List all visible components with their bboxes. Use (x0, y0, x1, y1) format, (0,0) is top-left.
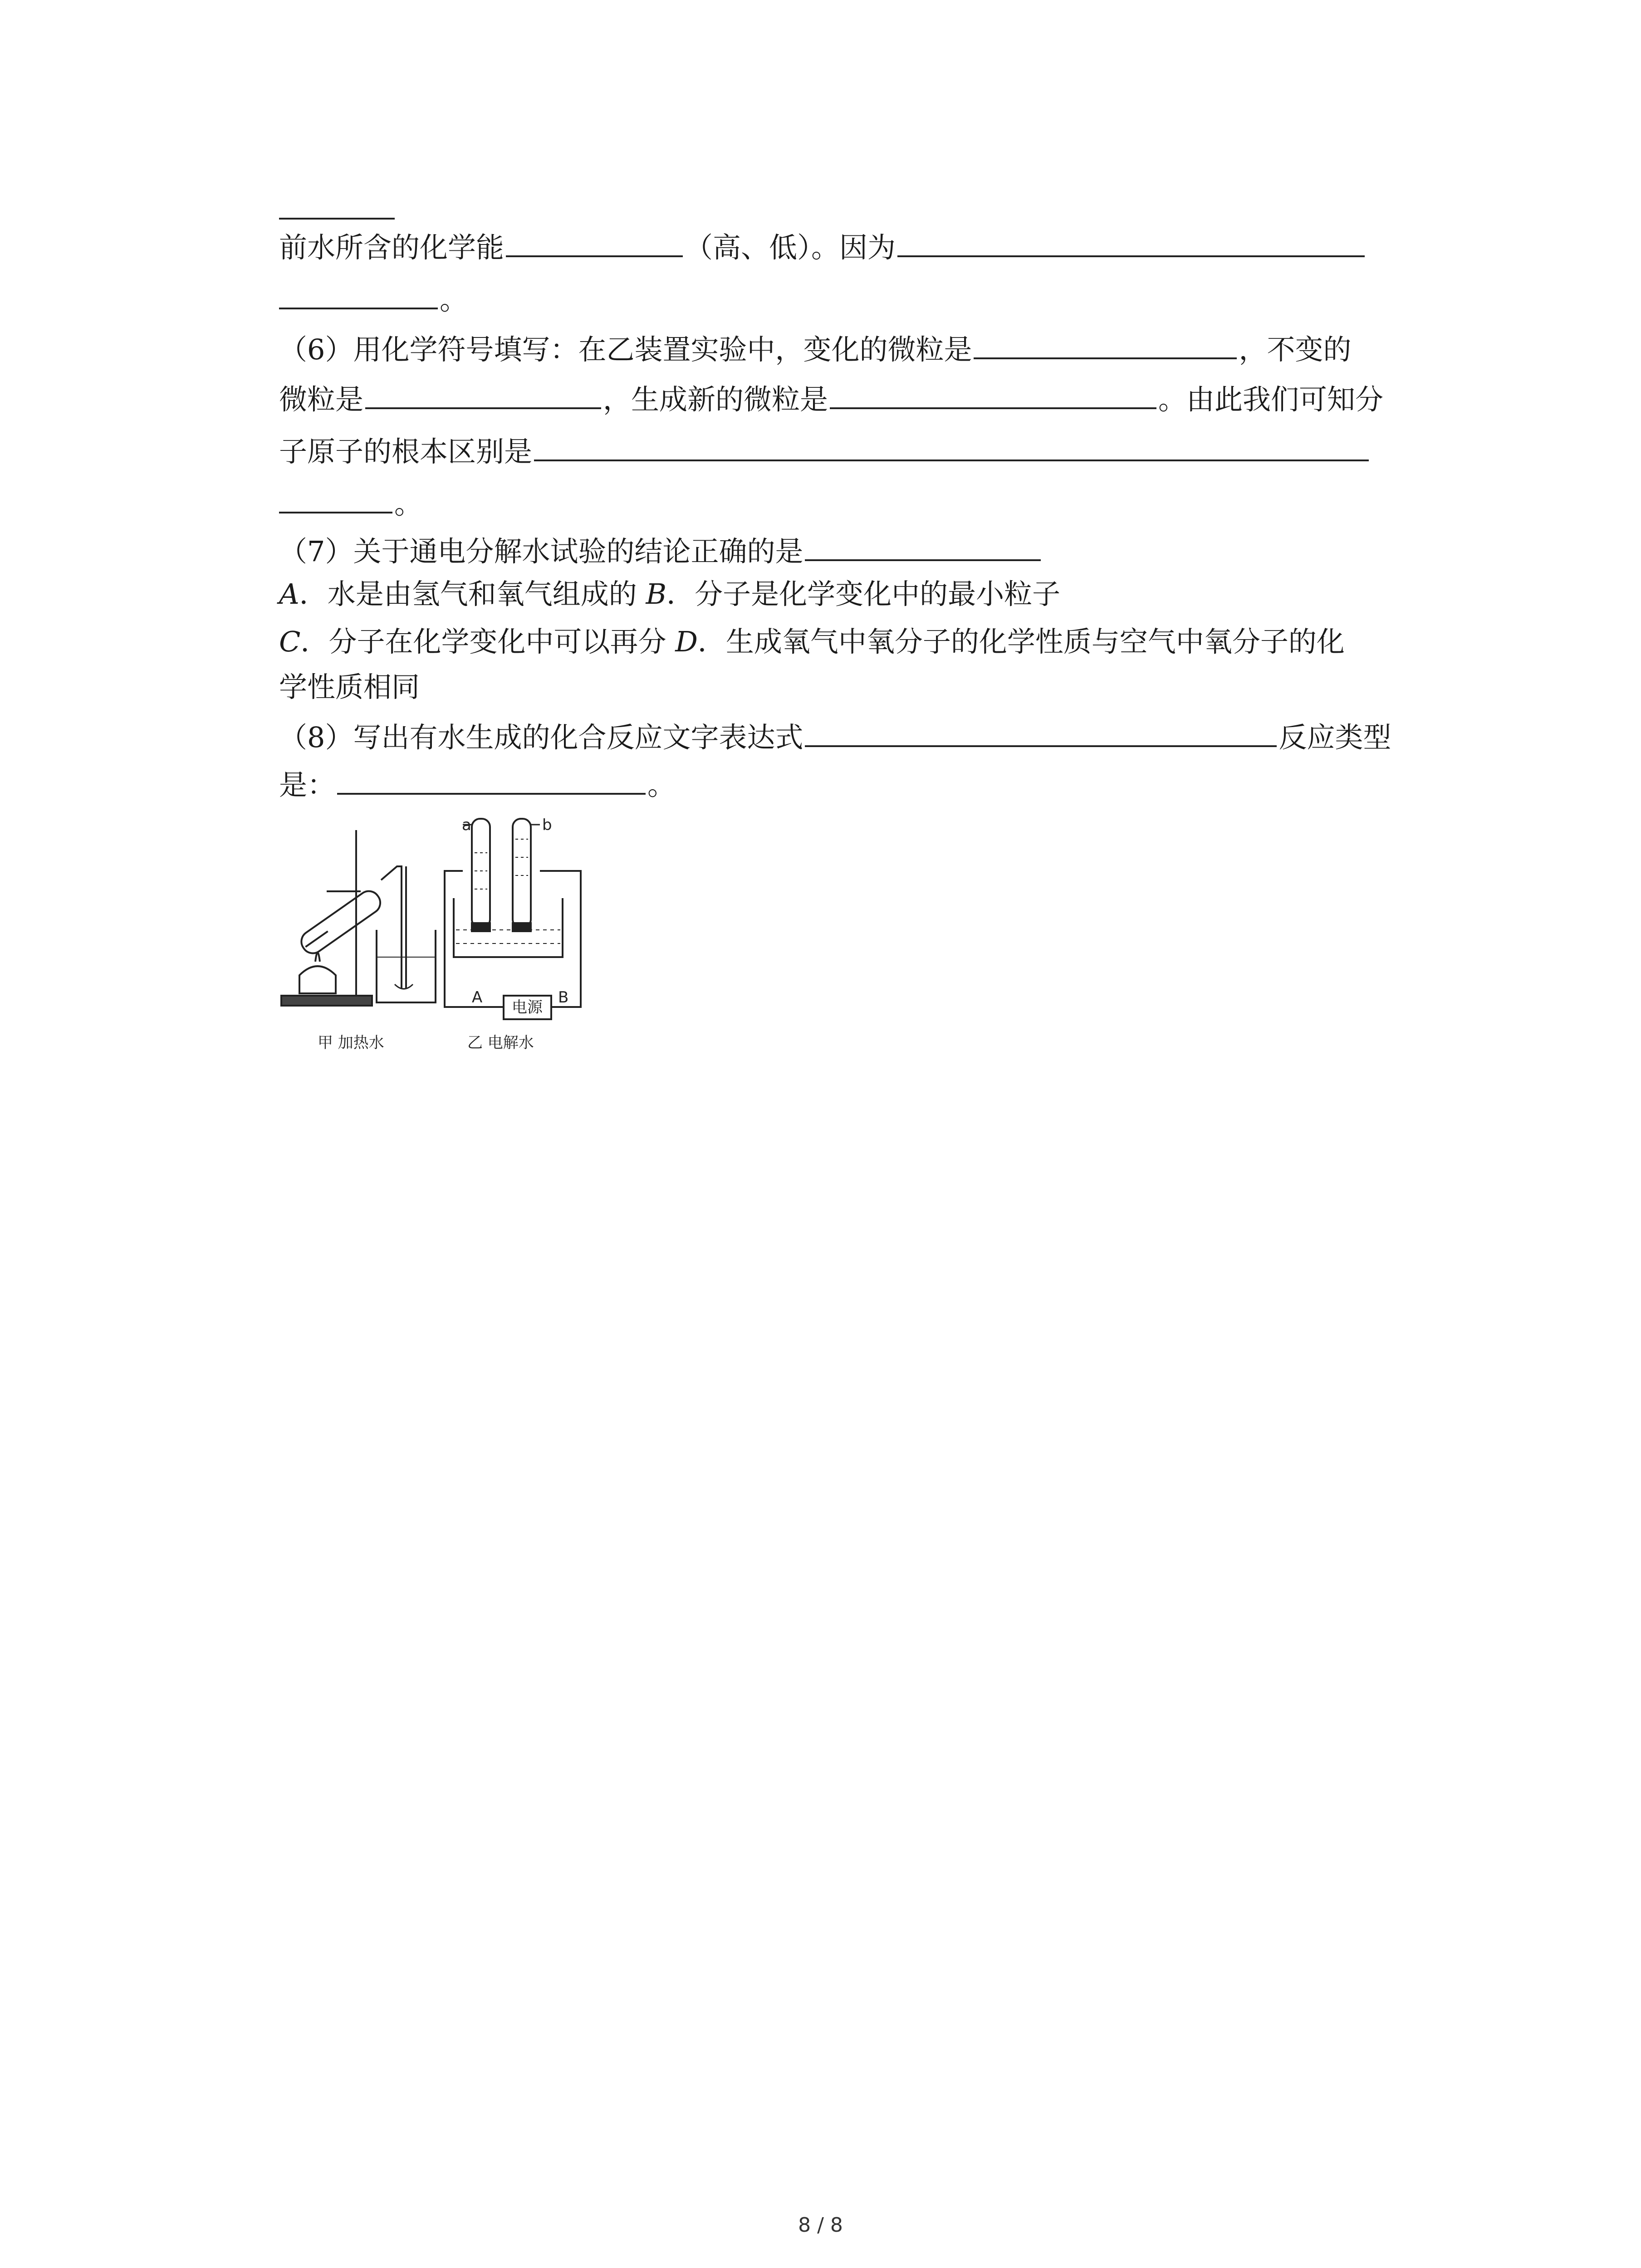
stand-base (281, 996, 372, 1006)
power-source-label: 电源 (512, 998, 543, 1017)
answer-blank[interactable] (805, 719, 1277, 747)
electrode-a (472, 923, 490, 931)
q8-text: （8）写出有水生成的化合反应文字表达式 (279, 721, 803, 754)
q8-line-1 (279, 719, 1391, 755)
option-b-letter: B (646, 577, 667, 611)
label-b: b (542, 816, 552, 834)
q8-line-2 (279, 767, 676, 803)
option-a-letter: A (279, 577, 299, 611)
q6-text: （6）用化学符号填写：在乙装置实验中，变化的微粒是 (279, 333, 972, 366)
answer-blank[interactable] (974, 331, 1237, 359)
q6-l3-a: 子原子的根本区别是 (279, 435, 533, 468)
answer-blank[interactable] (365, 381, 601, 409)
alcohol-lamp (299, 966, 336, 993)
q5-paren: （高、低）。因为 (685, 231, 896, 264)
option-b-text: ．分子是化学变化中的最小粒子 (666, 577, 1061, 611)
q6-l2-c: 。由此我们可知分 (1158, 383, 1384, 416)
q5-end: 。 (440, 283, 468, 316)
q5-line (279, 229, 1367, 265)
answer-blank[interactable] (830, 381, 1156, 409)
answer-blank[interactable] (805, 533, 1041, 561)
q6-line-3 (279, 433, 1371, 469)
electrode-b (513, 923, 531, 931)
q5-text: 前水所含的化学能 (279, 231, 505, 264)
answer-blank[interactable] (534, 433, 1369, 461)
wire-b (540, 871, 581, 1007)
tube-b (513, 819, 531, 928)
q8-tail: 反应类型 (1279, 721, 1391, 754)
q5-end-line (279, 281, 468, 318)
option-d-text: ．生成氧气中氧分子的化学性质与空气中氧分子的化 (697, 625, 1345, 658)
q6-tail: ，不变的 (1239, 333, 1352, 366)
q6-end-line (279, 485, 422, 522)
option-a-text: ．水是由氢气和氧气组成的 (299, 577, 637, 611)
test-tube (297, 887, 385, 958)
heating-apparatus (281, 830, 436, 1006)
answer-blank[interactable] (279, 281, 438, 309)
page-number: 8 / 8 (798, 2214, 843, 2237)
caption-heating: 甲 加热水 (318, 1034, 384, 1052)
q6-line-2 (279, 381, 1383, 417)
apparatus-figure (272, 812, 590, 1066)
q7-stem-line (279, 533, 1043, 569)
q6-end: 。 (394, 487, 423, 520)
flame (315, 953, 320, 962)
q7-options-cd (279, 624, 1345, 660)
answer-blank[interactable] (337, 767, 646, 795)
option-d-letter: D (675, 625, 698, 658)
q6-line-1 (279, 331, 1351, 367)
delivery-tube (381, 866, 402, 989)
answer-blank[interactable] (279, 218, 395, 220)
q7-options-ab (279, 576, 1060, 612)
label-a: a (462, 816, 471, 834)
q8-end: 。 (647, 768, 676, 802)
q8-l2: 是： (279, 768, 336, 802)
q6-l2-b: ，生成新的微粒是 (603, 383, 828, 416)
water-trough (454, 898, 563, 957)
answer-blank[interactable] (279, 485, 392, 513)
tube-a (472, 819, 490, 928)
q7-stem: （7）关于通电分解水试验的结论正确的是 (279, 535, 803, 568)
label-B: B (558, 988, 569, 1007)
option-c-text: ．分子在化学变化中可以再分 (300, 625, 666, 658)
answer-blank[interactable] (897, 229, 1365, 257)
option-c-letter: C (279, 625, 301, 658)
caption-electrolysis: 乙 电解水 (467, 1034, 534, 1052)
q6-l2-a: 微粒是 (279, 383, 364, 416)
q7-option-d-cont (279, 669, 420, 705)
answer-blank[interactable] (506, 229, 683, 257)
label-A: A (472, 988, 483, 1007)
option-d-text-cont: 学性质相同 (279, 670, 420, 704)
